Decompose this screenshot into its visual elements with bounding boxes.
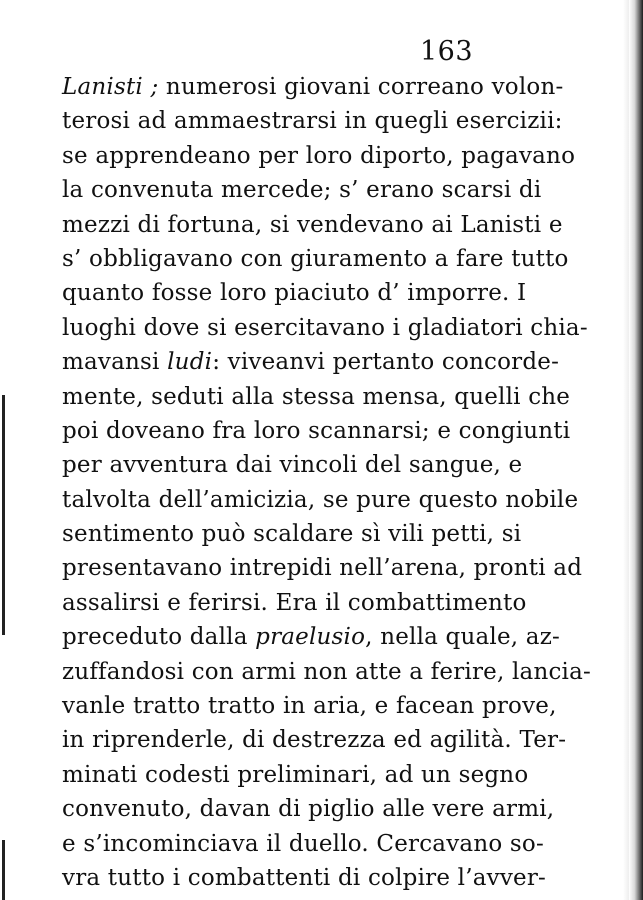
text-line: [62, 139, 576, 173]
text-line: [62, 827, 544, 861]
text-line: [62, 345, 560, 379]
book-spine-edge: [629, 0, 643, 900]
text-line: [62, 517, 522, 551]
text-line: [62, 861, 546, 895]
text-run: talvolta dell’amicizia, se pure questo nobile: [62, 486, 579, 513]
text-line: [62, 448, 523, 482]
text-line: [62, 620, 560, 654]
text-run: sentimento può scaldare sì vili petti, si: [62, 521, 522, 548]
text-line: [62, 758, 529, 792]
text-line: [62, 586, 527, 620]
text-run: la convenuta mercede; s’ erano scarsi di: [62, 177, 542, 204]
text-run: mente, seduti alla stessa mensa, quelli che: [62, 383, 571, 410]
italic-term: praelusio: [255, 624, 366, 651]
text-run: mavansi: [62, 349, 168, 376]
text-line: [62, 242, 569, 276]
text-run: : viveanvi pertanto concorde-: [212, 349, 560, 376]
text-run: terosi ad ammaestrarsi in quegli esercizii:: [62, 108, 563, 135]
page-number: 163: [420, 36, 474, 67]
italic-term: ludi: [167, 349, 213, 376]
text-run: poi doveano fra loro scannarsi; e congiunti: [62, 417, 571, 444]
text-line: [62, 276, 527, 310]
text-run: convenuto, davan di piglio alle vere armi,: [62, 796, 555, 823]
text-line: [62, 173, 542, 207]
text-run: per avventura dai vincoli del sangue, e: [62, 452, 523, 479]
text-line: [62, 689, 557, 723]
page-left-edge-mark: [2, 395, 5, 635]
text-run: numerosi giovani correano volon-: [158, 74, 564, 100]
text-run: in riprenderle, di destrezza ed agilità. Ter-: [62, 727, 567, 754]
text-line: [62, 414, 571, 448]
text-line: [62, 70, 564, 104]
text-run: assalirsi e ferirsi. Era il combattimento: [62, 589, 527, 616]
text-run: e s’incominciava il duello. Cercavano so-: [62, 830, 544, 857]
text-line: [62, 483, 579, 517]
text-line: [62, 655, 591, 689]
body-text: [62, 70, 591, 895]
text-run: s’ obbligavano con giuramento a fare tutto: [62, 245, 569, 272]
page-left-edge-mark: [2, 840, 5, 900]
text-run: mezzi di fortuna, si vendevano ai Lanisti e: [62, 211, 563, 238]
text-line: [62, 792, 555, 826]
text-line: [62, 551, 583, 585]
text-run: vra tutto i combattenti di colpire l’avver-: [62, 864, 546, 891]
text-run: presentavano intrepidi nell’arena, pronti ad: [62, 555, 583, 582]
text-line: [62, 104, 563, 138]
text-run: se apprendeano per loro diporto, pagavano: [62, 142, 576, 169]
text-run: vanle tratto tratto in aria, e facean prove,: [62, 693, 557, 720]
italic-term: Lanisti ;: [62, 74, 159, 100]
text-run: preceduto dalla: [62, 624, 256, 651]
text-run: zuffandosi con armi non atte a ferire, lancia-: [62, 658, 591, 685]
text-line: [62, 723, 567, 757]
text-run: quanto fosse loro piaciuto d’ imporre. I: [62, 280, 527, 307]
text-run: luoghi dove si esercitavano i gladiatori chia-: [62, 314, 588, 341]
text-line: [62, 311, 588, 345]
text-line: [62, 208, 563, 242]
text-line: [62, 380, 571, 414]
text-run: , nella quale, az-: [365, 624, 560, 651]
text-run: minati codesti preliminari, ad un segno: [62, 761, 529, 788]
